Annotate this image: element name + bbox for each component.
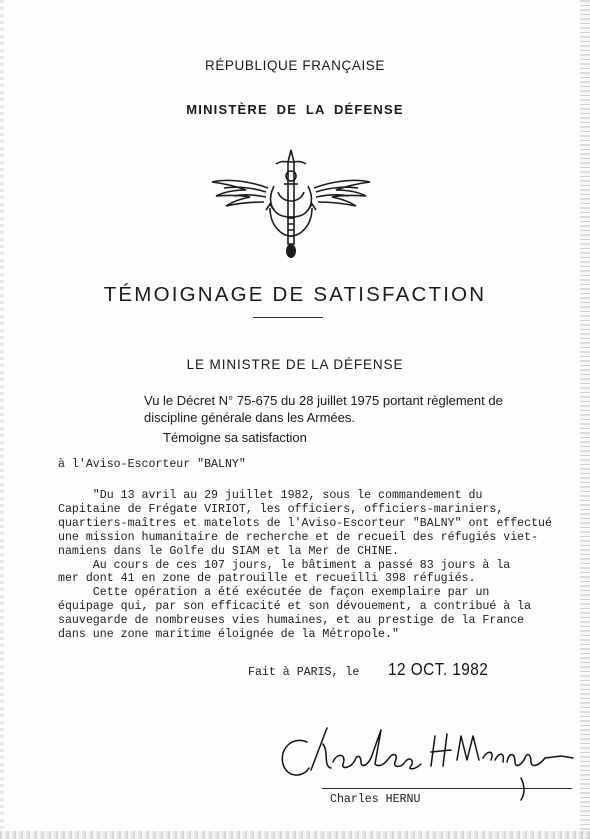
- citation-line: sauvegarde de nombreuses vies humaines, et au prestige de la France: [58, 614, 525, 628]
- scan-edge-bottom: [0, 831, 590, 839]
- citation-body: [58, 489, 568, 642]
- minister-heading: LE MINISTRE DE LA DÉFENSE: [186, 357, 404, 372]
- citation-line: une mission humanitaire de recherche et de recueil des réfugiés viet-: [58, 530, 539, 544]
- citation-line: namiens dans le Golfe du SIAM et la Mer de CHINE.: [58, 544, 399, 558]
- recipient-line: à l'Aviso-Escorteur "BALNY": [58, 458, 246, 471]
- title-divider: [253, 317, 323, 318]
- decree-line-2: discipline générale dans les Armées.: [144, 410, 356, 425]
- ministry-heading: MINISTÈRE DE LA DÉFENSE: [186, 102, 404, 117]
- handwritten-signature: [275, 722, 575, 802]
- citation-line: mer dont 41 en zone de patrouille et recueilli 398 réfugiés.: [58, 572, 476, 586]
- decree-line-1: Vu le Décret N° 75-675 du 28 juillet 1975 portant règlement de: [144, 393, 503, 408]
- citation-line: Cette opération a été exécutée de façon exemplaire par un: [58, 586, 490, 600]
- citation-line: "Du 13 avril au 29 juillet 1982, sous le commandement du: [58, 489, 483, 502]
- navy-emblem-icon: [208, 148, 374, 260]
- citation-line: Capitaine de Frégate VIRIOT, les officiers, officiers-mariniers,: [58, 502, 504, 516]
- citation-line: Au cours de ces 107 jours, le bâtiment a passé 83 jours à la: [58, 558, 511, 572]
- decree-reference: [144, 392, 544, 426]
- date-stamp: 12 OCT. 1982: [388, 659, 489, 679]
- citation-line: équipage qui, par son efficacité et son dévouement, a contribué à la: [58, 600, 532, 614]
- certificate-title: TÉMOIGNAGE DE SATISFACTION: [103, 283, 487, 306]
- republic-heading: RÉPUBLIQUE FRANÇAISE: [204, 58, 386, 73]
- signer-name: Charles HERNU: [330, 793, 421, 806]
- citation-line: quartiers-maîtres et matelots de l'Aviso-Escorteur "BALNY" ont effectué: [58, 516, 552, 530]
- scan-edge-left: [0, 0, 4, 839]
- signature-line: [322, 788, 572, 789]
- place-line: Fait à PARIS, le: [248, 666, 360, 679]
- scan-edge-right: [580, 0, 590, 839]
- citation-line: dans une zone maritime éloignée de la Métropole.": [58, 628, 399, 642]
- testifies-line: Témoigne sa satisfaction: [163, 430, 307, 445]
